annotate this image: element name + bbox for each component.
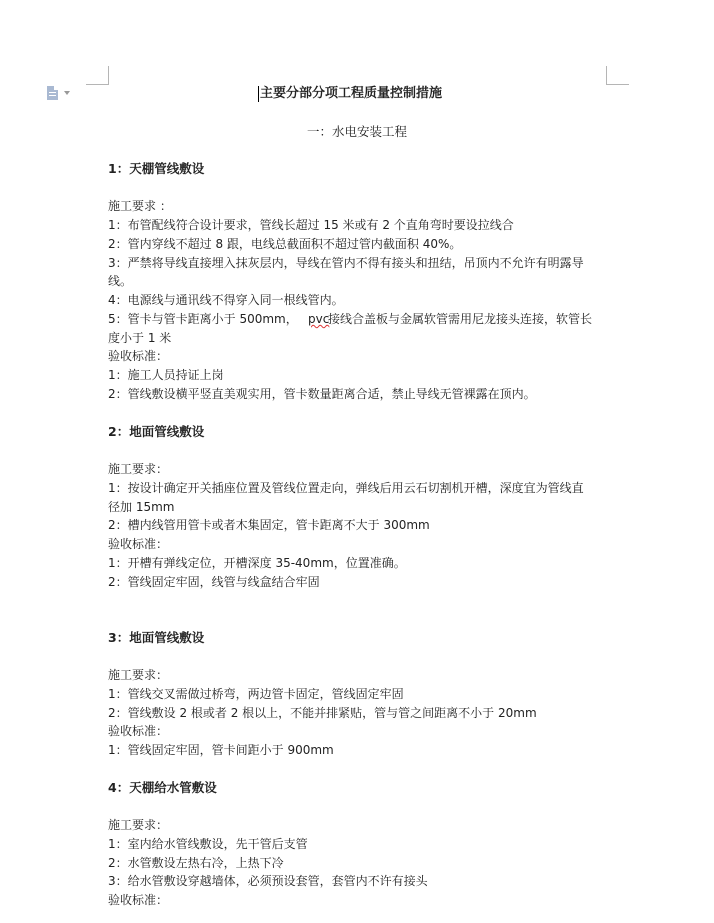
- text-line: 1：开槽有弹线定位，开槽深度 35-40mm，位置准确。: [108, 556, 406, 570]
- text-line: 5：管卡与管卡距离小于 500mm，: [108, 312, 298, 326]
- text-line: 1：室内给水管线敷设，先干管后支管: [108, 837, 308, 851]
- text-line: 度小于 1 米: [108, 331, 172, 345]
- requirements-label: 施工要求：: [108, 668, 169, 682]
- text-cursor: [258, 86, 259, 102]
- acceptance-label: 验收标准：: [108, 537, 169, 551]
- text-line: 1：施工人员持证上岗: [108, 368, 224, 382]
- text-line: 2：管内穿线不超过 8 跟，电线总截面积不超过管内截面积 40%。: [108, 237, 462, 251]
- spell-error-word[interactable]: pvc: [308, 312, 330, 326]
- text-line: 2：管线敷设横平竖直美观实用，管卡数量距离合适，禁止导线无管裸露在顶内。: [108, 387, 536, 401]
- text-line: 3：给水管敷设穿越墙体，必须预设套管，套管内不许有接头: [108, 874, 428, 888]
- section-heading: 1：天棚管线敷设: [108, 161, 205, 176]
- text-line: 1：管线交叉需做过桥弯，两边管卡固定，管线固定牢固: [108, 687, 404, 701]
- margin-corner-top-right: [606, 66, 629, 85]
- text-line: 1：布管配线符合设计要求，管线长超过 15 米或有 2 个直角弯时要设拉线合: [108, 218, 514, 232]
- document-icon[interactable]: [47, 86, 58, 100]
- acceptance-label: 验收标准：: [108, 724, 169, 738]
- text-line: 1：按设计确定开关插座位置及管线位置走向，弹线后用云石切割机开槽，深度宜为管线直: [108, 481, 584, 495]
- requirements-label: 施工要求：: [108, 818, 169, 832]
- requirements-label: 施工要求：: [108, 462, 169, 476]
- chevron-down-icon[interactable]: [64, 91, 70, 95]
- text-line: 径加 15mm: [108, 500, 175, 514]
- acceptance-label: 验收标准：: [108, 893, 169, 907]
- text-line: 2：管线固定牢固，线管与线盒结合牢固: [108, 575, 320, 589]
- text-line: 线。: [108, 274, 133, 288]
- text-line: 2：管线敷设 2 根或者 2 根以上，不能并排紧贴，管与管之间距离不小于 20mm: [108, 706, 537, 720]
- acceptance-label: 验收标准：: [108, 349, 169, 363]
- requirements-label: 施工要求 ：: [108, 199, 172, 213]
- section-heading: 3：地面管线敷设: [108, 630, 205, 645]
- text-line: 4：电源线与通讯线不得穿入同一根线管内。: [108, 293, 344, 307]
- document-title: 主要分部分项工程质量控制措施: [260, 86, 443, 101]
- text-line: 2：水管敷设左热右冷，上热下冷: [108, 856, 284, 870]
- margin-corner-top-left: [86, 66, 109, 85]
- text-line: 3：严禁将导线直接埋入抹灰层内，导线在管内不得有接头和扭结，吊顶内不允许有明露导: [108, 256, 584, 270]
- text-line: 2：槽内线管用管卡或者木集固定，管卡距离不大于 300mm: [108, 518, 430, 532]
- document-subtitle: 一：水电安装工程: [307, 124, 408, 139]
- section-heading: 2：地面管线敷设: [108, 424, 205, 439]
- text-line: 接线合盖板与金属软管需用尼龙接头连接，软管长: [328, 312, 593, 326]
- section-heading: 4：天棚给水管敷设: [108, 780, 217, 795]
- text-line: 1：管线固定牢固，管卡间距小于 900mm: [108, 743, 334, 757]
